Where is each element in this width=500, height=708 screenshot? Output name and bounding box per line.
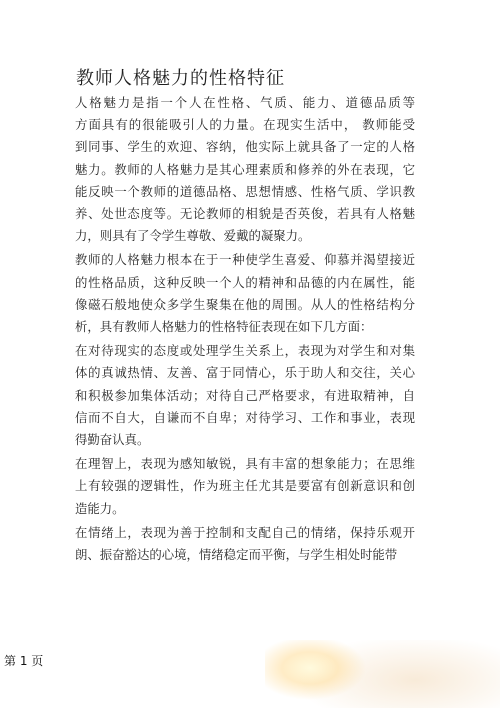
text-line: 能反映一个教师的道德品格、思想情感、性格气质、学识教 [75,183,415,199]
text-line: 的性格品质，这种反映一个人的精神和品德的内在属性，能 [75,274,415,290]
text-line: 人格魅力是指一个人在性格、气质、能力、道德品质等 [75,95,415,110]
text-line: 像磁石般地使众多学生聚集在他的周围。从人的性格结构分 [75,296,415,312]
paragraph [75,92,415,247]
page-number: 第 1 页 [4,654,44,668]
paragraph [75,453,415,520]
text-line: 教师的人格魅力根本在于一种使学生喜爱、仰慕并渴望接近 [75,252,415,268]
text-line: 到同事、学生的欢迎、容纳，他实际上就具备了一定的人格 [75,139,415,155]
text-line: 信而不自大，自谦而不自卑；对待学习、工作和事业，表现 [75,409,415,425]
text-line: 在理智上，表现为感知敏锐，具有丰富的想象能力；在思维 [75,456,415,472]
text-line: 在情绪上，表现为善于控制和支配自己的情绪，保持乐观开 [75,524,415,540]
corner-glow-decoration [265,640,500,708]
text-line: 力，则具有了令学生尊敬、爱戴的凝聚力。 [75,228,311,244]
text-line: 析，具有教师人格魅力的性格特征表现在如下几方面： [75,319,373,335]
text-line: 在对待现实的态度或处理学生关系上，表现为对学生和对集 [75,343,415,359]
document-title: 教师人格魅力的性格特征 [76,68,285,89]
paragraph [75,340,415,451]
text-line: 体的真诚热情、友善、富于同情心，乐于助人和交往，关心 [75,365,415,381]
text-line: 朗、振奋豁达的心境，情绪稳定而平衡，与学生相处时能带 [75,547,398,563]
text-line: 上有较强的逻辑性，作为班主任尤其是要富有创新意识和创 [75,478,415,494]
paragraph [75,249,415,338]
text-line: 养、处世态度等。无论教师的相貌是否英俊，若具有人格魅 [75,206,415,222]
text-line: 造能力。 [75,500,125,516]
text-line: 和积极参加集体活动；对待自己严格要求，有进取精神，自 [75,387,415,403]
text-line: 魅力。教师的人格魅力是其心理素质和修养的外在表现，它 [75,161,415,177]
text-line: 得勤奋认真。 [75,432,150,448]
document-body [75,92,415,566]
text-line: 方面具有的很能吸引人的力量。在现实生活中， 教师能受 [75,117,415,133]
paragraph [75,522,415,566]
